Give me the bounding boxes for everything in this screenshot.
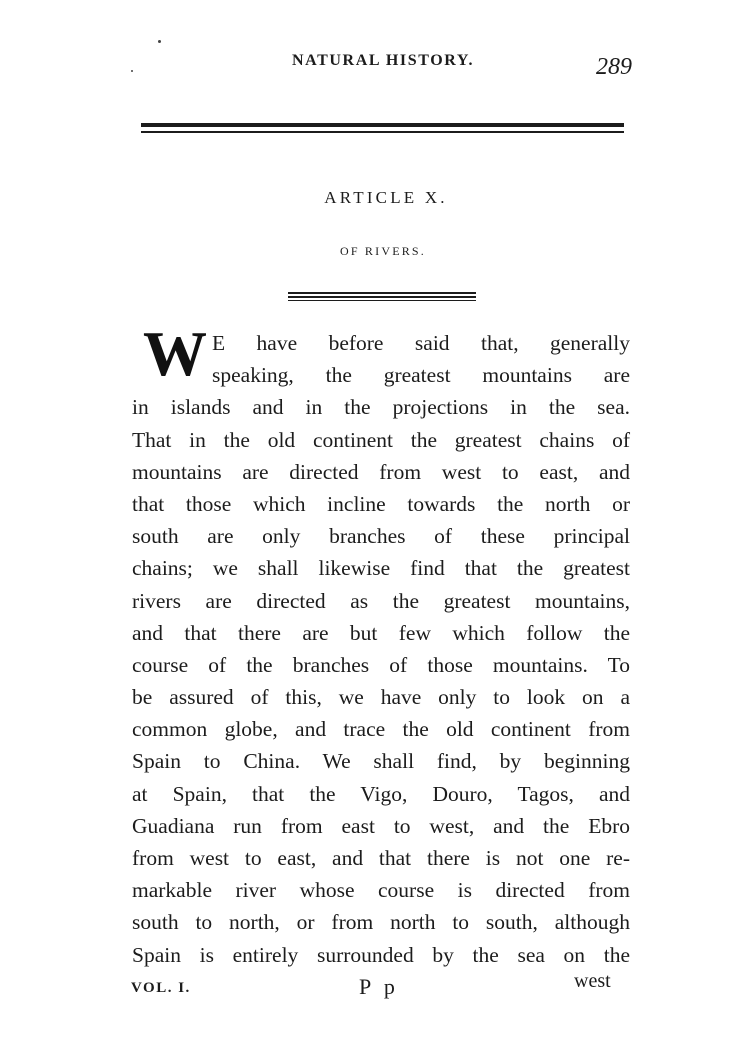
- section-ornamental-rule: [288, 292, 476, 301]
- body-line: Spain to China. We shall find, by beginning: [132, 749, 630, 774]
- paper-speck: [131, 70, 133, 72]
- section-rule-line: [288, 300, 476, 301]
- article-subtitle: OF RIVERS.: [339, 244, 426, 258]
- footer-sheet-mark: P p: [359, 974, 399, 999]
- body-line: rivers are directed as the greatest mountains,: [132, 588, 630, 613]
- section-rule-line: [288, 296, 476, 298]
- footer-catchword: west: [574, 970, 611, 992]
- body-line: speaking, the greatest mountains are: [212, 363, 630, 388]
- body-line: That in the old continent the greatest chains of: [132, 427, 630, 452]
- article-title: ARTICLE X.: [324, 188, 448, 207]
- body-line: Spain is entirely surrounded by the sea on the: [132, 942, 630, 967]
- body-line: be assured of this, we have only to look on a: [132, 685, 630, 710]
- header-rule-thin: [141, 131, 624, 133]
- header-double-rule: [141, 123, 624, 135]
- body-line: and that there are but few which follow the: [132, 620, 630, 645]
- body-first-line: E have before said that, generally: [212, 331, 630, 355]
- body-line: in islands and in the projections in the sea.: [132, 395, 630, 420]
- paper-speck: [158, 40, 161, 43]
- body-line: south are only branches of these principal: [132, 524, 630, 549]
- body-line: markable river whose course is directed from: [132, 878, 630, 903]
- body-line: from west to east, and that there is not one re-: [132, 846, 630, 870]
- body-line: mountains are directed from west to east, and: [132, 459, 630, 484]
- header-rule-thick: [141, 123, 624, 127]
- body-line: that those which incline towards the north or: [132, 491, 630, 516]
- body-line: at Spain, that the Vigo, Douro, Tagos, and: [132, 781, 630, 806]
- body-line: common globe, and trace the old continent from: [132, 717, 630, 742]
- page-number: 289: [596, 54, 632, 80]
- drop-cap: W: [143, 318, 201, 389]
- body-line: course of the branches of those mountains. To: [132, 652, 630, 677]
- body-line: Guadiana run from east to west, and the Ebro: [132, 813, 630, 838]
- body-text: [132, 327, 630, 971]
- running-title: NATURAL HISTORY.: [292, 52, 475, 69]
- section-rule-line: [288, 292, 476, 294]
- body-line: chains; we shall likewise find that the greatest: [132, 556, 630, 581]
- body-line: south to north, or from north to south, although: [132, 910, 630, 935]
- footer-signature: VOL. I.: [131, 980, 191, 996]
